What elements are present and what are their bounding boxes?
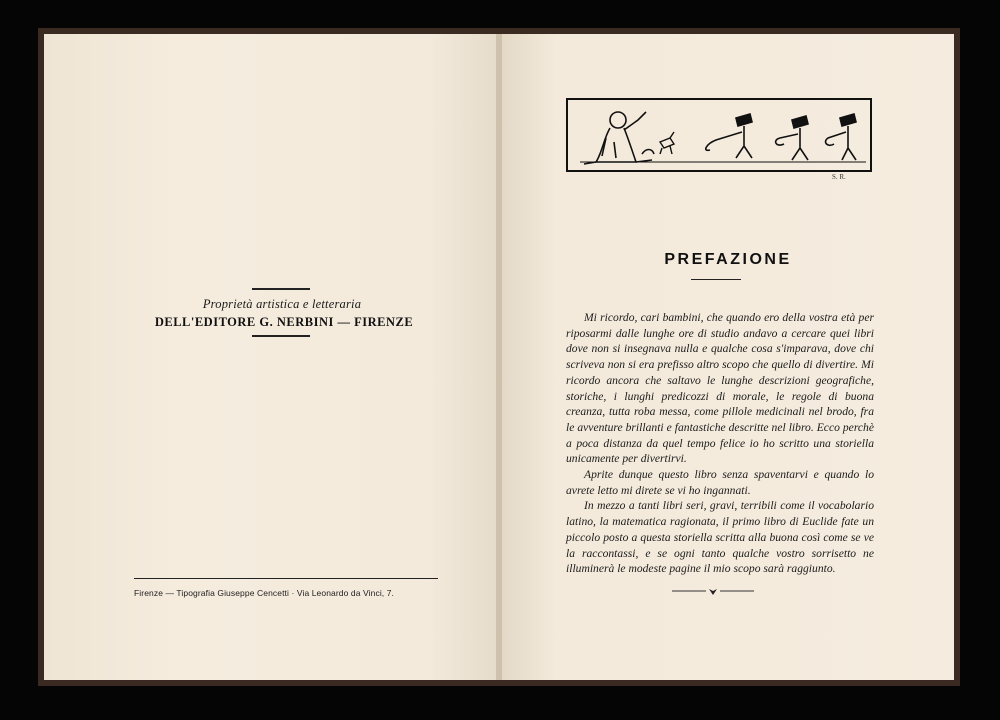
toy-horse	[660, 132, 674, 154]
printer-rule	[134, 578, 438, 579]
end-ornament	[672, 587, 754, 597]
copyright-top-rule	[252, 288, 310, 290]
preface-paragraph-3: In mezzo a tanti libri seri, gravi, terribili come il vocabolario latino, la matematica ragionata, il primo libro di Euclide fate un piccolo posto a questa storiella scritta alla buona così come se ve la raccontassi, e se ogni tanto qualche vostro sorrisetto ne illuminerà le modeste pagine il mio scopo sarà raggiunto.	[566, 499, 874, 576]
marching-figures	[706, 114, 856, 160]
preface-paragraph-1: Mi ricordo, cari bambini, che quando ero della vostra età per riposarmi dalle lunghe ore di studio andavo a cercare quei libri dove non si insegnava nulla e qualche cosa s'imparava, dove chi scriveva non si era prefisso altro scopo che quello di divertire. Mi ricordo ancora che saltavo le lunghe descrizioni geografiche, storiche, i lunghi predicozzi di morale, le regole di buona creanza, tutta roba messa, come pillole medicinali nel brodo, fra le avventure brillanti e fantastiche descritte nel libro. Ecco perchè a poca distanza da quel tempo felice io ho scritto una storiella unicamente per divertirvi.	[566, 311, 874, 466]
right-page	[502, 34, 954, 680]
printer-imprint: Firenze — Tipografia Giuseppe Cencetti · Via Leonardo da Vinci, 7.	[134, 588, 395, 598]
vignette-signature: S. R.	[832, 173, 846, 181]
copyright-notice: Proprietà artistica e letteraria	[202, 297, 362, 311]
page-title: PREFAZIONE	[664, 251, 792, 268]
left-page	[44, 34, 496, 680]
copyright-bottom-rule	[252, 335, 310, 337]
book-spread	[38, 28, 960, 686]
title-underline	[691, 279, 741, 280]
child-figure	[584, 112, 654, 164]
preface-paragraph-2: Aprite dunque questo libro senza spaventarvi e quando lo avrete letto mi direte se vi ho ingannati.	[566, 468, 874, 497]
preface-text	[566, 310, 874, 577]
publisher-line: DELL'EDITORE G. NERBINI — FIRENZE	[154, 315, 414, 329]
header-vignette-illustration	[566, 98, 872, 172]
